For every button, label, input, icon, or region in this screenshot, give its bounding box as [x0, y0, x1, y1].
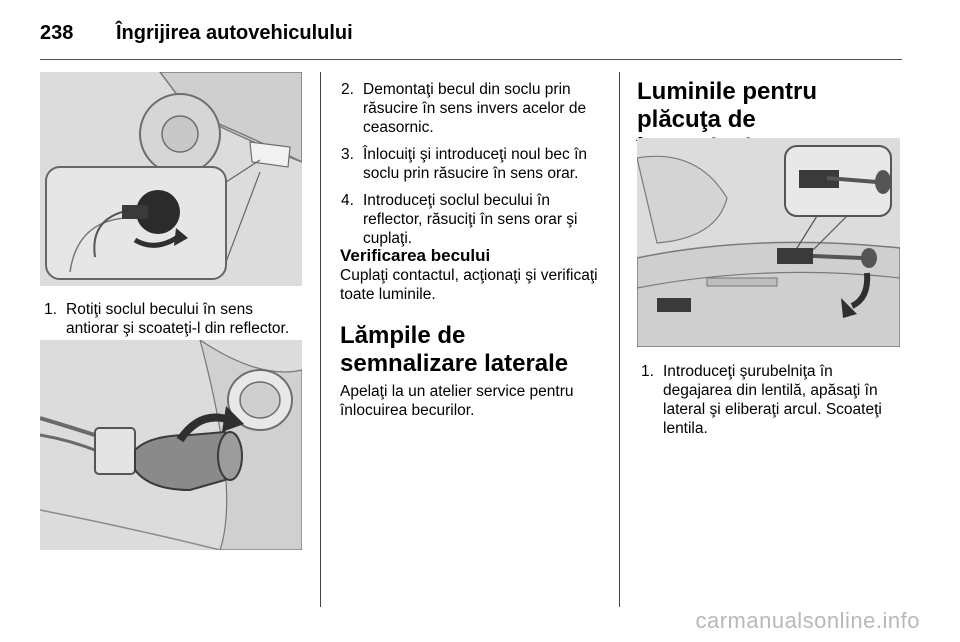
- list-item: [641, 362, 903, 438]
- right-steps-list: [641, 362, 903, 446]
- step-text: Introduceţi şurubelniţa în degajarea din lentilă, apăsaţi în lateral şi eliberaţi arcul. Scoateţi lentila.: [663, 363, 882, 437]
- list-item: [341, 145, 603, 183]
- check-text: Cuplaţi contactul, acţionaţi şi verificaţi toate luminile.: [340, 267, 598, 303]
- step-number: 1.: [641, 363, 654, 380]
- license-plate-light-screwdriver-illustration: [637, 138, 900, 347]
- column-divider-left: [320, 72, 321, 607]
- step-number: 1.: [44, 301, 57, 318]
- figure-bulb-socket-rotate: [40, 340, 302, 550]
- list-item: [341, 191, 603, 248]
- middle-steps-list: [341, 80, 603, 256]
- list-item: [44, 300, 306, 338]
- bulb-socket-reflector-illustration: [40, 72, 302, 286]
- figure-license-plate-light: [637, 138, 900, 347]
- step-text: Înlocuiţi şi introduceţi noul bec în soclu prin răsucire în sens orar.: [363, 146, 588, 182]
- figure-bulb-socket-reflector: [40, 72, 302, 286]
- bulb-socket-rotate-illustration: [40, 340, 302, 550]
- step-text: Rotiţi soclul becului în sens antiorar şi scoateţi-l din reflector.: [66, 301, 290, 337]
- step-text: Introduceţi soclul becului în reflector, răsuciţi în sens orar şi cuplaţi.: [363, 192, 578, 247]
- page-number: 238: [40, 22, 74, 44]
- side-lamps-title: Lămpile de semnalizare laterale: [340, 322, 569, 377]
- side-lamps-text: Apelaţi la un atelier service pentru înlocuirea becurilor.: [340, 383, 574, 419]
- check-heading: Verificarea becului: [340, 246, 491, 265]
- watermark-text: carmanualsonline.info: [695, 608, 920, 633]
- page-header: [40, 14, 902, 54]
- page-title: Îngrijirea autovehiculului: [116, 22, 353, 44]
- header-rule: [40, 59, 902, 60]
- list-item: [341, 80, 603, 137]
- step-text: Demontaţi becul din soclu prin răsucire în sens invers acelor de ceasornic.: [363, 81, 587, 136]
- step-number: 4.: [341, 192, 354, 209]
- license-plate-title: Luminile pentru plăcuţa de: [637, 78, 817, 133]
- step-number: 3.: [341, 146, 354, 163]
- step-number: 2.: [341, 81, 354, 98]
- column-divider-right: [619, 72, 620, 607]
